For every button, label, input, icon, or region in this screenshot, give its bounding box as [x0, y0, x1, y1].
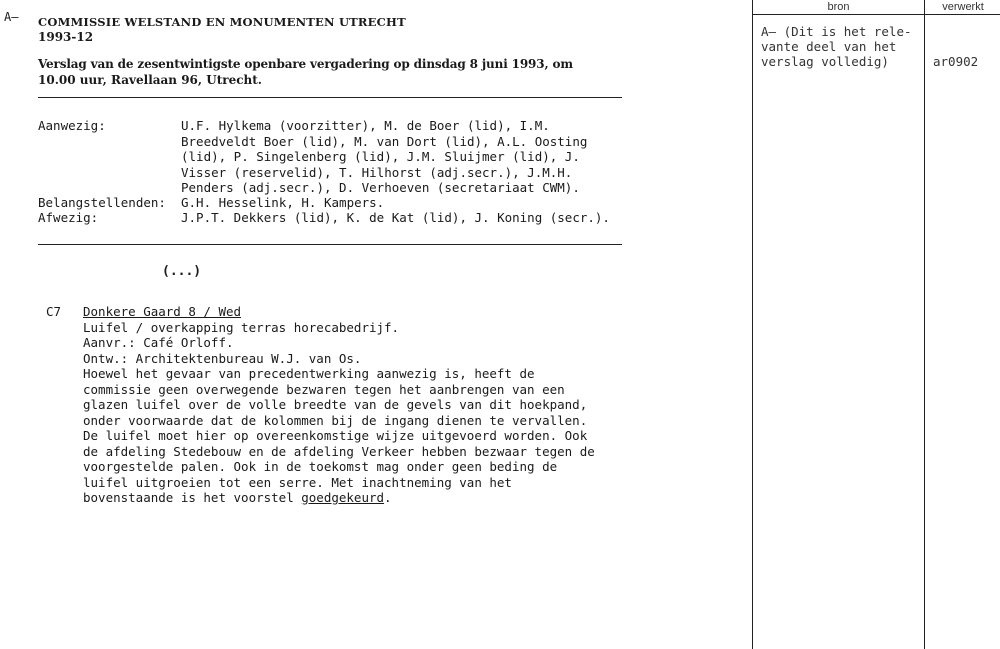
bron-note-line: A– (Dit is het rele-	[761, 24, 912, 39]
verwerkt-value: ar0902	[933, 54, 979, 69]
stakeholders-label: Belangstellenden:	[38, 195, 166, 210]
item-line: de afdeling Stedebouw en de afdeling Verkeer hebben bezwaar tegen de	[83, 443, 595, 459]
present-line: Penders (adj.secr.), D. Verhoeven (secretariaat CWM).	[181, 180, 580, 195]
margin-mark: A–	[4, 10, 19, 24]
approved-word: goedgekeurd	[301, 490, 385, 505]
item-code: C7	[46, 304, 62, 319]
col-header-verwerkt: verwerkt	[942, 1, 984, 13]
col-header-bron: bron	[827, 1, 850, 13]
commission-name: COMMISSIE WELSTAND EN MONUMENTEN UTRECHT	[38, 15, 406, 29]
item-line: Ontw.: Architektenbureau W.J. van Os.	[83, 350, 362, 366]
present-label: Aanwezig:	[38, 118, 106, 133]
present-line: Breedveldt Boer (lid), M. van Dort (lid), A.L. Oosting	[181, 133, 588, 149]
item-body	[83, 320, 595, 506]
item-last-line	[83, 490, 595, 506]
item-line: voorgestelde palen. Ook in de toekomst mag onder geen beding de	[83, 459, 558, 474]
item-line: Hoewel het gevaar van precedentwerking aanwezig is, heeft de	[83, 366, 535, 381]
present-line: (lid), P. Singelenberg (lid), J.M. Sluijmer (lid), J.	[181, 149, 580, 164]
item-line: De luifel moet hier op overeenkomstige wijze uitgevoerd worden. Ook	[83, 428, 588, 443]
item-line: Luifel / overkapping terras horecabedrijf.	[83, 319, 400, 335]
report-title-line1: Verslag van de zesentwintigste openbare vergadering op dinsdag 8 juni 1993, om	[38, 57, 573, 71]
item-line: onder voorwaarde dat de kolommen bij de ingang dienen te vervallen.	[83, 412, 588, 428]
item-line: commissie geen overwegende bezwaren tegen het aanbrengen van een	[83, 381, 565, 397]
divider-top	[38, 97, 622, 98]
bron-note	[761, 24, 912, 69]
divider-bottom	[38, 244, 622, 245]
annotation-table	[752, 0, 1000, 649]
report-title-line2: 10.00 uur, Ravellaan 96, Utrecht.	[38, 73, 262, 87]
ellipsis: (...)	[162, 264, 202, 279]
present-line: U.F. Hylkema (voorzitter), M. de Boer (lid), I.M.	[181, 118, 550, 133]
present-list	[181, 118, 587, 196]
bron-note-line: verslag volledig)	[761, 54, 889, 69]
item-line: glazen luifel over de volle breedte van de gevels van dit hoekpand,	[83, 397, 588, 412]
stakeholders-value: G.H. Hesselink, H. Kampers.	[181, 195, 385, 210]
absent-value: J.P.T. Dekkers (lid), K. de Kat (lid), J. Koning (secr.).	[181, 210, 610, 225]
present-line: Visser (reservelid), T. Hilhorst (adj.secr.), J.M.H.	[181, 164, 573, 180]
header-rule	[753, 14, 1000, 15]
item-address: Donkere Gaard 8 / Wed	[83, 304, 242, 319]
column-divider	[924, 0, 925, 649]
absent-label: Afwezig:	[38, 210, 99, 225]
item-last-prefix: bovenstaande is het voorstel	[83, 490, 302, 505]
item-line: luifel uitgroeien tot een serre. Met inachtneming van het	[83, 474, 512, 490]
bron-note-line: vante deel van het	[761, 39, 897, 54]
item-last-suffix: .	[384, 490, 392, 505]
report-number: 1993-12	[38, 30, 94, 44]
item-line: Aanvr.: Café Orloff.	[83, 335, 234, 350]
